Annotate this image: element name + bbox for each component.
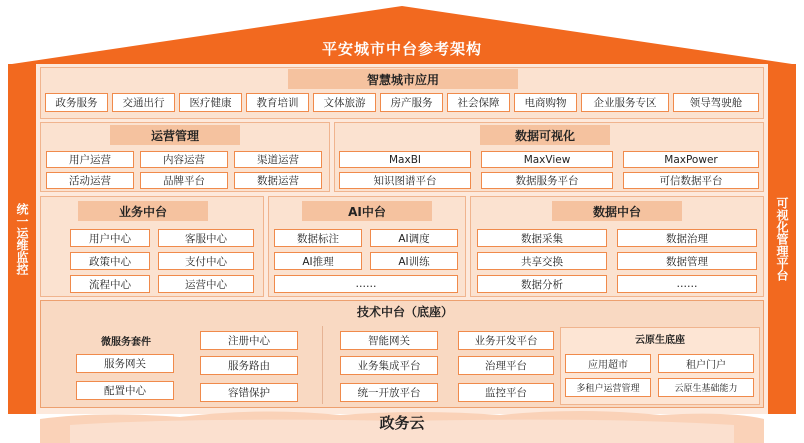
data-center-box: 共享交换 xyxy=(477,252,607,270)
operations-box: 活动运营 xyxy=(46,172,134,189)
app-box: 企业服务专区 xyxy=(581,93,669,112)
microservice-box: 服务路由 xyxy=(200,356,298,375)
business-center-box: 用户中心 xyxy=(70,229,150,247)
separator-line xyxy=(322,326,323,404)
visualization-box: MaxPower xyxy=(623,151,759,168)
microservice-label: 微服务套件 xyxy=(101,336,151,348)
app-box: 教育培训 xyxy=(246,93,309,112)
data-center-title: 数据中台 xyxy=(552,201,682,221)
page-title: 平安城市中台参考架构 xyxy=(321,40,482,58)
cloud-native-box: 租户门户 xyxy=(658,354,754,373)
cloud-native-box: 云原生基础能力 xyxy=(658,378,754,397)
business-center-box: 运营中心 xyxy=(158,275,254,293)
business-center-box: 流程中心 xyxy=(70,275,150,293)
right-side-bar xyxy=(768,64,796,414)
tech-box: 监控平台 xyxy=(458,383,554,402)
business-center-title: 业务中台 xyxy=(78,201,208,221)
ai-center-box: AI训练 xyxy=(370,252,458,270)
tech-box: 统一开放平台 xyxy=(340,383,438,402)
ai-center-box: AI调度 xyxy=(370,229,458,247)
operations-box: 数据运营 xyxy=(234,172,322,189)
microservice-box: 配置中心 xyxy=(76,381,174,400)
data-center-box: 数据分析 xyxy=(477,275,607,293)
ai-center-box: 数据标注 xyxy=(274,229,362,247)
business-center-box: 支付中心 xyxy=(158,252,254,270)
app-box: 交通出行 xyxy=(112,93,175,112)
app-box: 医疗健康 xyxy=(179,93,242,112)
visualization-title: 数据可视化 xyxy=(480,125,610,145)
tech-center-title: 技术中台（底座） xyxy=(356,304,453,319)
business-center-box: 政策中心 xyxy=(70,252,150,270)
microservice-box: 注册中心 xyxy=(200,331,298,350)
ai-center-box: AI推理 xyxy=(274,252,362,270)
operations-box: 渠道运营 xyxy=(234,151,322,168)
left-side-bar xyxy=(8,64,36,414)
visualization-box: 可信数据平台 xyxy=(623,172,759,189)
left-side-bar-label: 统一运维监控 xyxy=(15,203,29,275)
operations-box: 品牌平台 xyxy=(140,172,228,189)
app-box: 房产服务 xyxy=(380,93,443,112)
ai-center-box: …… xyxy=(274,275,458,293)
business-center-box: 客服中心 xyxy=(158,229,254,247)
app-box: 电商购物 xyxy=(514,93,577,112)
data-center-box: 数据治理 xyxy=(617,229,757,247)
tech-box: 治理平台 xyxy=(458,356,554,375)
smart-apps-title: 智慧城市应用 xyxy=(288,69,518,89)
app-box: 文体旅游 xyxy=(313,93,376,112)
operations-title: 运营管理 xyxy=(110,125,240,145)
microservice-box: 服务网关 xyxy=(76,354,174,373)
tech-box: 业务集成平台 xyxy=(340,356,438,375)
visualization-box: 知识图谱平台 xyxy=(339,172,471,189)
microservice-box: 容错保护 xyxy=(200,383,298,402)
tech-box: 业务开发平台 xyxy=(458,331,554,350)
visualization-box: MaxBI xyxy=(339,151,471,168)
data-center-box: …… xyxy=(617,275,757,293)
visualization-box: 数据服务平台 xyxy=(481,172,613,189)
visualization-box: MaxView xyxy=(481,151,613,168)
tech-box: 智能网关 xyxy=(340,331,438,350)
ai-center-title: AI中台 xyxy=(302,201,432,221)
operations-box: 用户运营 xyxy=(46,151,134,168)
app-box: 政务服务 xyxy=(45,93,108,112)
right-side-bar-label: 可视化管理平台 xyxy=(775,197,789,281)
data-center-box: 数据管理 xyxy=(617,252,757,270)
app-box: 社会保障 xyxy=(447,93,510,112)
gov-cloud-label: 政务云 xyxy=(379,414,425,432)
operations-box: 内容运营 xyxy=(140,151,228,168)
cloud-native-title: 云原生底座 xyxy=(635,334,685,346)
data-center-box: 数据采集 xyxy=(477,229,607,247)
cloud-native-box: 应用超市 xyxy=(565,354,651,373)
app-box: 领导驾驶舱 xyxy=(673,93,759,112)
cloud-native-box: 多租户运营管理 xyxy=(565,378,651,397)
